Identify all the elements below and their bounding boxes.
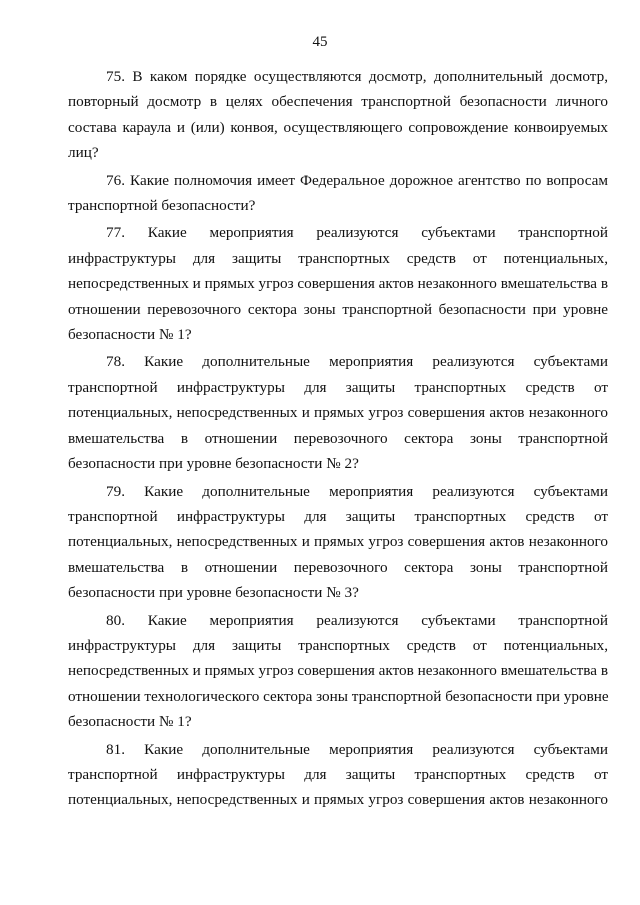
question-80 (68, 608, 608, 735)
question-76 (68, 168, 608, 219)
question-line: 77. Какие мероприятия реализуются субъектами транспортной (106, 224, 608, 242)
question-78 (68, 349, 608, 476)
question-line: безопасности при уровне безопасности № 3? (68, 584, 359, 602)
question-77 (68, 220, 608, 347)
question-75 (68, 64, 608, 166)
question-line: повторный досмотр в целях обеспечения транспортной безопасности личного (68, 93, 608, 111)
question-line: транспортной инфраструктуры для защиты транспортных средств от (68, 765, 608, 783)
question-line: 79. Какие дополнительные мероприятия реализуются субъектами (106, 482, 608, 500)
question-line: 76. Какие полномочия имеет Федеральное дорожное агентство по вопросам (106, 171, 608, 189)
question-line: непосредственных и прямых угроз совершения актов незаконного вмешательства в (68, 662, 608, 680)
question-line: потенциальных, непосредственных и прямых угроз совершения актов незаконного (68, 791, 608, 809)
question-line: отношении технологического сектора зоны транспортной безопасности при уровне (68, 687, 609, 705)
question-81 (68, 737, 608, 813)
question-list (68, 64, 608, 813)
question-line: транспортной безопасности? (68, 197, 256, 215)
question-line: 75. В каком порядке осуществляются досмотр, дополнительный досмотр, (106, 68, 608, 85)
question-line: вмешательства в отношении перевозочного сектора зоны транспортной (68, 558, 608, 576)
question-line: отношении перевозочного сектора зоны транспортной безопасности при уровне (68, 300, 608, 318)
question-line: 80. Какие мероприятия реализуются субъектами транспортной (106, 611, 608, 629)
question-line: лиц? (68, 144, 99, 162)
question-line: потенциальных, непосредственных и прямых угроз совершения актов незаконного (68, 404, 608, 422)
question-line: 81. Какие дополнительные мероприятия реализуются субъектами (106, 740, 608, 758)
question-line: безопасности № 1? (68, 326, 192, 344)
question-line: безопасности при уровне безопасности № 2? (68, 455, 359, 473)
question-line: 78. Какие дополнительные мероприятия реализуются субъектами (106, 353, 608, 371)
question-line: потенциальных, непосредственных и прямых угроз совершения актов незаконного (68, 533, 608, 551)
question-line: транспортной инфраструктуры для защиты транспортных средств от (68, 507, 608, 525)
page-number: 45 (312, 34, 328, 50)
question-line: транспортной инфраструктуры для защиты транспортных средств от (68, 378, 608, 396)
question-line: непосредственных и прямых угроз совершения актов незаконного вмешательства в (68, 275, 608, 293)
question-line: инфраструктуры для защиты транспортных средств от потенциальных, (68, 249, 608, 267)
question-line: безопасности № 1? (68, 713, 192, 731)
question-line: вмешательства в отношении перевозочного сектора зоны транспортной (68, 429, 608, 447)
question-79 (68, 479, 608, 606)
question-line: состава караула и (или) конвоя, осуществляющего сопровождение конвоируемых (68, 118, 608, 136)
question-line: инфраструктуры для защиты транспортных средств от потенциальных, (68, 636, 608, 654)
